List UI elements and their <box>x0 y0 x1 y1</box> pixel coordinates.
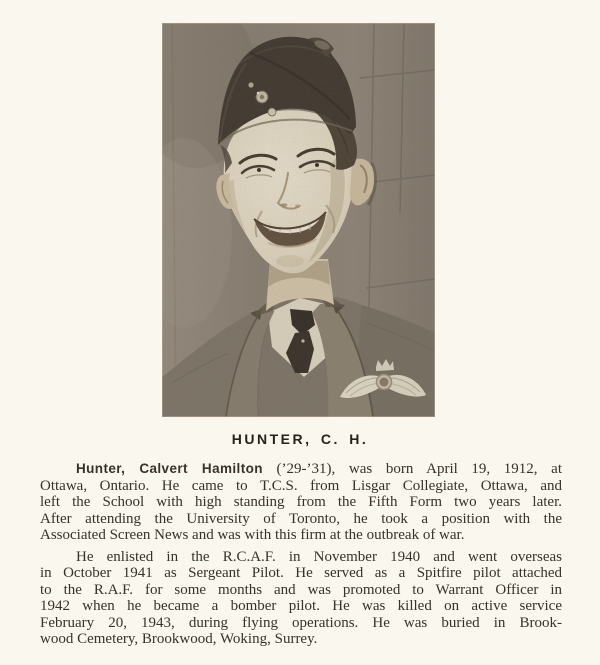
bio-text: to the R.A.F. for some months and was promoted to Warrant Officer in <box>40 581 562 598</box>
portrait-photo <box>162 23 435 417</box>
biography <box>40 461 562 648</box>
bio-line <box>40 582 562 599</box>
bio-line <box>40 511 562 528</box>
bio-line <box>40 615 562 632</box>
bio-text: After attending the University of Toronto, he took a position with the <box>40 510 562 527</box>
portrait-illustration <box>162 23 435 417</box>
bio-line <box>40 549 562 566</box>
bio-line <box>40 565 562 582</box>
bio-line <box>40 461 562 478</box>
bio-text: left the School with high standing from the Fifth Form two years later. <box>40 494 562 510</box>
bio-line <box>40 598 562 615</box>
bio-text: (’29-’31), was born April 19, 1912, at <box>262 461 562 477</box>
bio-line <box>40 527 562 544</box>
bio-name-bold: Hunter, Calvert Hamilton <box>76 461 263 476</box>
bio-text: Associated Screen News and was with this firm at the outbreak of war. <box>40 527 465 543</box>
bio-text: 1942 when he became a bomber pilot. He was killed on active service <box>40 598 562 614</box>
bio-line <box>40 631 562 648</box>
bio-line <box>40 478 562 495</box>
bio-paragraph-2 <box>40 549 562 648</box>
page-title: HUNTER, C. H. <box>231 431 369 447</box>
bio-text: in October 1941 as Sergeant Pilot. He served as a Spitfire pilot attached <box>40 565 562 581</box>
bio-line <box>40 494 562 511</box>
bio-paragraph-1 <box>40 461 562 544</box>
bio-text: Ottawa, Ontario. He came to T.C.S. from Lisgar Collegiate, Ottawa, and <box>40 477 562 494</box>
bio-text: He enlisted in the R.C.A.F. in November 1940 and went overseas <box>76 548 562 565</box>
bio-text: wood Cemetery, Brookwood, Woking, Surrey. <box>40 631 318 647</box>
bio-text: February 20, 1943, during flying operations. He was buried in Brook- <box>40 614 562 631</box>
